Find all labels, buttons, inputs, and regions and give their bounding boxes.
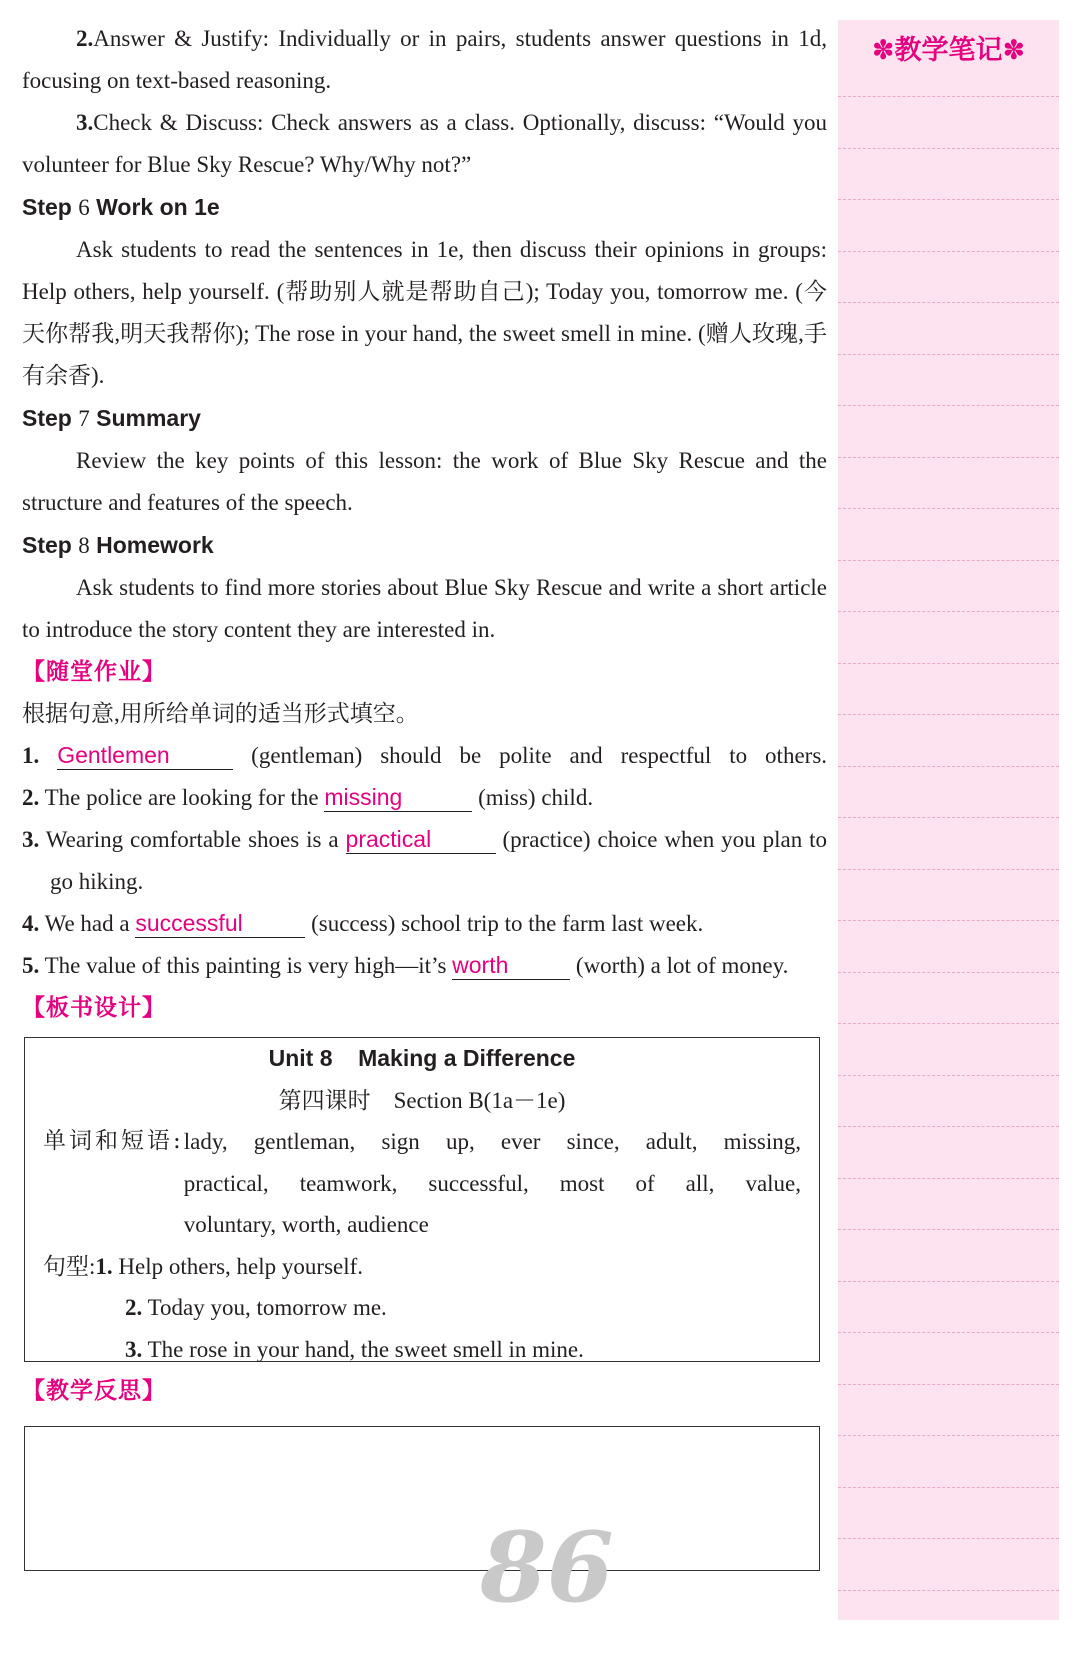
item-number: 2. — [76, 26, 94, 51]
notes-rule-line — [838, 1281, 1059, 1282]
step8-heading: Step 8 Homework — [22, 532, 214, 558]
paragraph-text: Answer & Justify: Individually or in pairs, students answer questions in 1d, focusing on text-based reasoning. — [22, 26, 827, 93]
board-sentence-3: 3. The rose in your hand, the sweet smell in mine. — [125, 1336, 584, 1362]
homework-heading: 【随堂作业】 — [22, 659, 166, 685]
notes-rule-line — [838, 869, 1059, 870]
notes-rule-line — [838, 920, 1059, 921]
notes-rule-line — [838, 1332, 1059, 1333]
notes-rule-line — [838, 251, 1059, 252]
paragraph-check-discuss — [22, 102, 827, 186]
vocabulary-line: voluntary, worth, audience — [183, 1212, 429, 1237]
board-vocabulary — [43, 1121, 801, 1246]
step8-text: Ask students to find more stories about Blue Sky Rescue and write a short article to introduce the story content they are interested in. — [22, 575, 827, 642]
board-subtitle: 第四课时 Section B(1a－1e) — [278, 1087, 566, 1113]
paragraph-text: Check & Discuss: Check answers as a class. Optionally, discuss: “Would you volunteer for Blue Sky Rescue? Why/Why not?” — [22, 110, 827, 177]
answer-blank: practical — [346, 825, 496, 854]
board-design-box — [24, 1037, 820, 1362]
notes-rule-line — [838, 96, 1059, 97]
exercise-item-5: 5. The value of this painting is very high—it’s worth (worth) a lot of money. — [22, 952, 789, 978]
vocabulary-label: 单词和短语: — [43, 1128, 184, 1154]
notes-rule-line — [838, 560, 1059, 561]
item-number: 3. — [76, 110, 94, 135]
notes-rule-line — [838, 1435, 1059, 1436]
notes-rule-line — [838, 457, 1059, 458]
exercise-item-1: 1. Gentlemen (gentleman) should be polite and respectful to others. — [22, 742, 828, 768]
notes-rule-line — [838, 1178, 1059, 1179]
notes-rule-line — [838, 1384, 1059, 1385]
answer-blank: missing — [324, 783, 472, 812]
notes-rule-line — [838, 302, 1059, 303]
board-title: Unit 8 Making a Difference — [268, 1045, 576, 1071]
notes-rule-line — [838, 1126, 1059, 1127]
board-sentence-1: 句型:1. Help others, help yourself. — [43, 1253, 364, 1279]
main-content — [22, 18, 827, 1571]
sentences-label: 句型: — [43, 1253, 96, 1279]
notes-rule-line — [838, 405, 1059, 406]
answer-blank: successful — [135, 909, 305, 938]
answer-blank: worth — [452, 951, 570, 980]
exercise-item-4: 4. We had a successful (success) school trip to the farm last week. — [22, 910, 704, 936]
step6-heading: Step 6 Work on 1e — [22, 194, 220, 220]
notes-rule-line — [838, 199, 1059, 200]
page-number: 86 — [480, 1511, 614, 1624]
notes-rule-line — [838, 148, 1059, 149]
vocabulary-line: lady, gentleman, sign up, ever since, adult, missing, — [183, 1129, 801, 1154]
homework-instruction: 根据句意,用所给单词的适当形式填空。 — [22, 701, 419, 726]
notes-rule-line — [838, 611, 1059, 612]
notes-rule-line — [838, 1590, 1059, 1591]
step7-heading: Step 7 Summary — [22, 405, 201, 431]
notes-sidebar — [838, 20, 1059, 1620]
board-design-heading: 【板书设计】 — [22, 995, 166, 1021]
vocabulary-line: practical, teamwork, successful, most of all, value, — [183, 1170, 801, 1196]
notes-rule-line — [838, 1229, 1059, 1230]
notes-rule-line — [838, 766, 1059, 767]
notes-rule-line — [838, 1538, 1059, 1539]
notes-rule-line — [838, 1487, 1059, 1488]
step7-text: Review the key points of this lesson: the work of Blue Sky Rescue and the structure and features of the speech. — [22, 448, 827, 515]
step6-text: Ask students to read the sentences in 1e, then discuss their opinions in groups: Help others, help yourself. (帮助别人就是帮助自己); Today you, tomorrow me. (今天你帮我,明天我帮你); The rose in your hand, the sweet smell in mine. (赠人玫瑰,手有余香). — [22, 237, 827, 388]
reflection-box — [24, 1426, 820, 1571]
notes-rule-line — [838, 972, 1059, 973]
reflection-heading: 【教学反思】 — [22, 1378, 166, 1404]
notes-title: ✽教学笔记✽ — [871, 35, 1026, 66]
notes-rule-line — [838, 714, 1059, 715]
notes-rule-line — [838, 1023, 1059, 1024]
notes-rule-line — [838, 663, 1059, 664]
paragraph-answer-justify — [22, 18, 827, 102]
notes-rule-line — [838, 1075, 1059, 1076]
board-sentence-2: 2. Today you, tomorrow me. — [125, 1295, 387, 1320]
notes-rule-line — [838, 817, 1059, 818]
answer-blank: Gentlemen — [57, 741, 233, 770]
notes-rule-line — [838, 354, 1059, 355]
notes-rule-line — [838, 508, 1059, 509]
exercise-item-3: 3. Wearing comfortable shoes is a practical (practice) choice when you plan to go hiking. — [22, 826, 828, 894]
exercise-item-2: 2. The police are looking for the missing (miss) child. — [22, 784, 594, 810]
